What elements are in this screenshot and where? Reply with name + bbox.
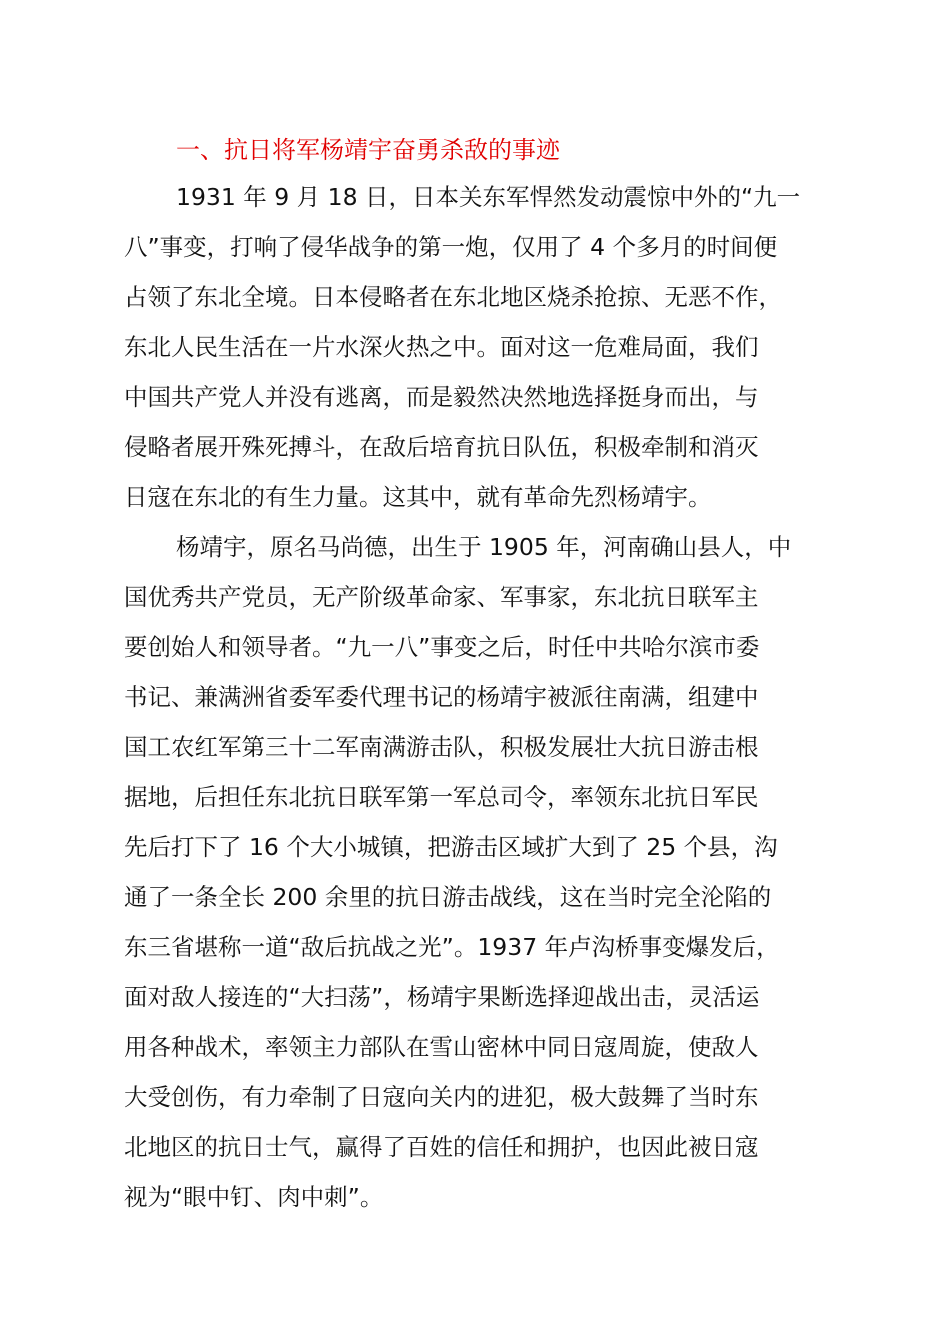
- paragraph-line: 东北人民生活在一片水深火热之中。面对这一危难局面，我们: [124, 333, 759, 361]
- paragraph-line: 用各种战术，率领主力部队在雪山密林中同日寇周旋，使敌人: [124, 1033, 759, 1061]
- paragraph-line: 1931 年 9 月 18 日，日本关东军悍然发动震惊中外的“九一: [176, 183, 801, 211]
- paragraph-line: 国工农红军第三十二军南满游击队，积极发展壮大抗日游击根: [124, 733, 759, 761]
- paragraph-line: 据地，后担任东北抗日联军第一军总司令，率领东北抗日军民: [124, 783, 759, 811]
- paragraph-2: [124, 522, 844, 1222]
- paragraph-line: 大受创伤，有力牵制了日寇向关内的进犯，极大鼓舞了当时东: [124, 1083, 759, 1111]
- paragraph-1: [124, 172, 844, 522]
- paragraph-line: 视为“眼中钉、肉中刺”。: [124, 1183, 384, 1211]
- paragraph-line: 杨靖宇，原名马尚德，出生于 1905 年，河南确山县人，中: [176, 533, 792, 561]
- paragraph-line: 书记、兼满洲省委军委代理书记的杨靖宇被派往南满，组建中: [124, 683, 759, 711]
- paragraph-line: 八”事变，打响了侵华战争的第一炮，仅用了 4 个多月的时间便: [124, 233, 778, 261]
- paragraph-line: 先后打下了 16 个大小城镇，把游击区域扩大到了 25 个县，沟: [124, 833, 778, 861]
- paragraph-line: 国优秀共产党员，无产阶级革命家、军事家，东北抗日联军主: [124, 583, 759, 611]
- paragraph-line: 要创始人和领导者。“九一八”事变之后，时任中共哈尔滨市委: [124, 633, 760, 661]
- paragraph-line: 日寇在东北的有生力量。这其中，就有革命先烈杨靖宇。: [124, 483, 712, 511]
- paragraph-line: 东三省堪称一道“敌后抗战之光”。1937 年卢沟桥事变爆发后，: [124, 933, 780, 961]
- paragraph-line: 占领了东北全境。日本侵略者在东北地区烧杀抢掠、无恶不作，: [124, 283, 782, 311]
- paragraph-line: 北地区的抗日士气，赢得了百姓的信任和拥护，也因此被日寇: [124, 1133, 759, 1161]
- section-heading: 一、抗日将军杨靖宇奋勇杀敌的事迹: [176, 136, 560, 164]
- paragraph-line: 通了一条全长 200 余里的抗日游击战线，这在当时完全沦陷的: [124, 883, 772, 911]
- paragraph-line: 侵略者展开殊死搏斗，在敌后培育抗日队伍，积极牵制和消灭: [124, 433, 759, 461]
- paragraph-line: 中国共产党人并没有逃离，而是毅然决然地选择挺身而出，与: [124, 383, 759, 411]
- paragraph-line: 面对敌人接连的“大扫荡”，杨靖宇果断选择迎战出击，灵活运: [124, 983, 760, 1011]
